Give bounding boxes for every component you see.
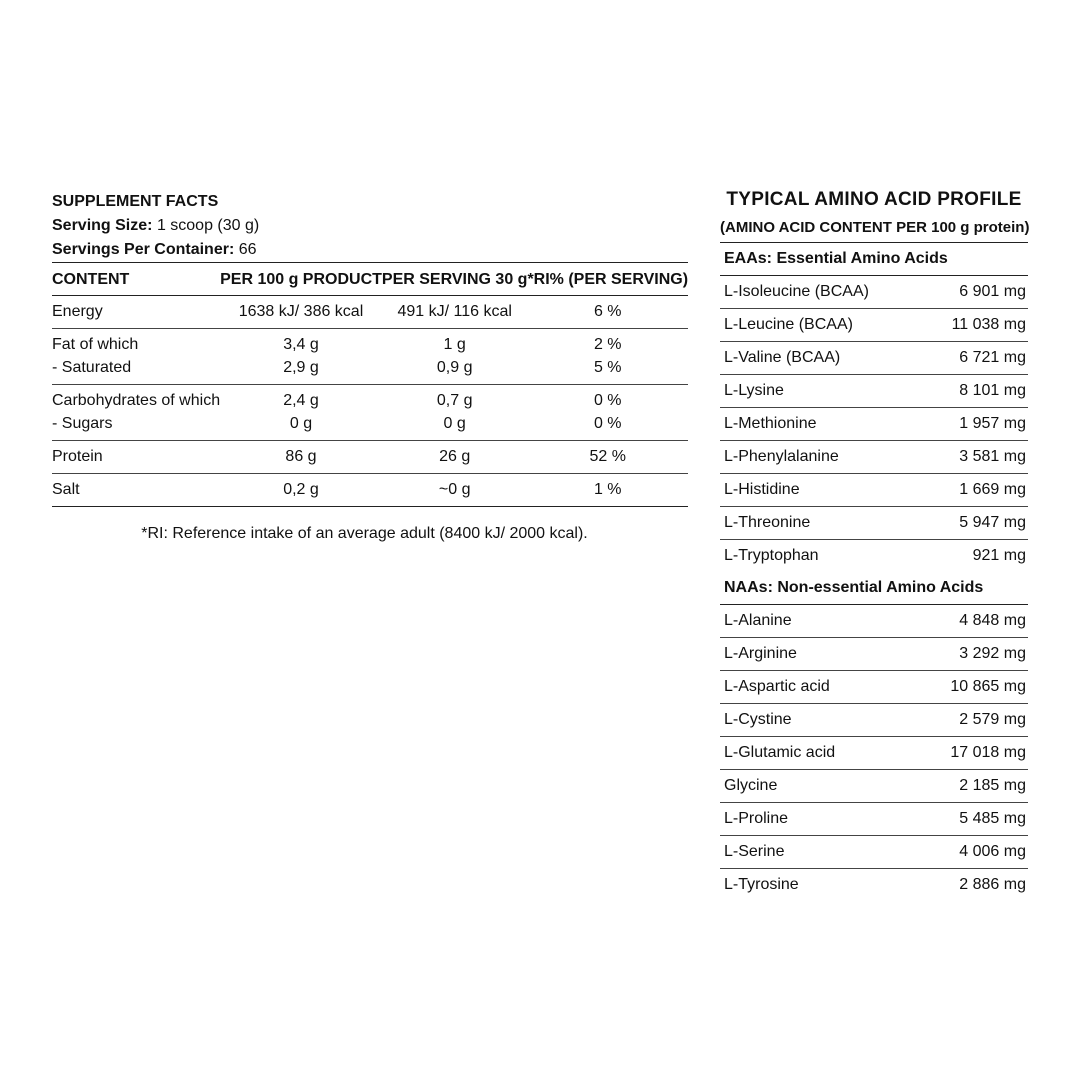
ri-percent-value: 2 % [593, 336, 622, 353]
amino-acid-list [720, 276, 1028, 572]
per-100g-value: 0 g [289, 415, 313, 432]
supplement-facts-title: SUPPLEMENT FACTS [52, 193, 219, 210]
nutrition-cell [527, 296, 688, 329]
nutrition-cell [382, 474, 528, 507]
amino-acid-amount: 10 865 mg [950, 678, 1026, 695]
amino-profile-title: TYPICAL AMINO ACID PROFILE [726, 189, 1022, 210]
column-header-per-100g: PER 100 g PRODUCT [220, 263, 382, 296]
amino-acid-name: L-Cystine [724, 711, 792, 728]
servings-per-container-label: Servings Per Container: [52, 241, 235, 258]
per-100g-value: 2,4 g [283, 392, 319, 409]
nutrition-row [52, 296, 688, 329]
nutrient-name: Energy [52, 303, 103, 320]
nutrition-row [52, 474, 688, 507]
amino-acid-name: L-Threonine [724, 514, 811, 531]
per-serving-value: 0,7 g [436, 392, 473, 409]
amino-acid-amount: 1 957 mg [959, 415, 1026, 432]
amino-acid-row [720, 737, 1028, 770]
amino-acid-amount: 6 721 mg [959, 349, 1026, 366]
amino-acid-row [720, 836, 1028, 869]
amino-acid-amount: 4 848 mg [959, 612, 1026, 629]
ri-percent-value: 52 % [589, 448, 626, 465]
amino-acid-name: L-Aspartic acid [724, 678, 830, 695]
amino-acid-name: L-Valine (BCAA) [724, 349, 841, 366]
amino-acid-name: L-Lysine [724, 382, 784, 399]
amino-acid-amount: 2 185 mg [959, 777, 1026, 794]
nutrition-cell [527, 329, 688, 385]
nutrient-name: Carbohydrates of which [52, 392, 221, 409]
nutrition-cell [382, 296, 528, 329]
column-header-content: CONTENT [52, 263, 220, 296]
amino-acid-name: L-Phenylalanine [724, 448, 839, 465]
nutrition-cell [52, 329, 220, 385]
nutrition-cell [527, 474, 688, 507]
nutrition-row [52, 441, 688, 474]
amino-acid-amount: 6 901 mg [959, 283, 1026, 300]
amino-acid-name: L-Tryptophan [724, 547, 819, 564]
nutrition-cell [52, 385, 220, 441]
serving-size-value: 1 scoop (30 g) [156, 217, 260, 234]
ri-percent-value: 5 % [593, 359, 622, 376]
amino-acid-amount: 5 947 mg [959, 514, 1026, 531]
serving-size [52, 214, 677, 238]
nutrient-name: Salt [52, 481, 80, 498]
nutrition-row [52, 329, 688, 385]
amino-acid-amount: 1 669 mg [959, 481, 1026, 498]
amino-section-heading: NAAs: Non-essential Amino Acids [720, 572, 1028, 605]
ri-footnote: *RI: Reference intake of an average adult (8400 kJ/ 2000 kcal). [141, 525, 588, 542]
amino-acid-amount: 4 006 mg [959, 843, 1026, 860]
amino-acid-row [720, 474, 1028, 507]
per-serving-value: 1 g [443, 336, 466, 353]
per-serving-value: 491 kJ/ 116 kcal [397, 303, 512, 320]
amino-acid-name: L-Serine [724, 843, 785, 860]
amino-acid-row [720, 276, 1028, 309]
amino-acid-name: L-Leucine (BCAA) [724, 316, 853, 333]
amino-acid-row [720, 704, 1028, 737]
per-100g-value: 0,2 g [283, 481, 319, 498]
amino-acid-amount: 11 038 mg [951, 316, 1026, 333]
per-100g-value: 1638 kJ/ 386 kcal [238, 303, 364, 320]
nutrition-cell [52, 296, 220, 329]
servings-per-container-value: 66 [238, 241, 257, 258]
nutrition-row [52, 385, 688, 441]
amino-acid-amount: 3 292 mg [959, 645, 1026, 662]
per-serving-value: 0,9 g [436, 359, 473, 376]
per-100g-value: 2,9 g [283, 359, 319, 376]
amino-acid-name: L-Proline [724, 810, 789, 827]
ri-percent-value: 0 % [593, 392, 622, 409]
amino-acid-row [720, 309, 1028, 342]
amino-section-heading: EAAs: Essential Amino Acids [720, 243, 1028, 276]
amino-acid-row [720, 507, 1028, 540]
ri-percent-value: 0 % [593, 415, 622, 432]
nutrition-cell [220, 296, 382, 329]
nutrition-cell [52, 474, 220, 507]
per-serving-value: ~0 g [438, 481, 471, 498]
nutrient-name: Protein [52, 448, 103, 465]
amino-acid-row [720, 441, 1028, 474]
amino-acid-row [720, 638, 1028, 671]
amino-acid-name: L-Glutamic acid [724, 744, 836, 761]
per-100g-value: 86 g [285, 448, 317, 465]
amino-acid-row [720, 540, 1028, 572]
nutrition-cell [527, 441, 688, 474]
column-header-ri-percent: *RI% (PER SERVING) [527, 263, 688, 296]
ri-percent-value: 1 % [593, 481, 622, 498]
amino-acid-row [720, 803, 1028, 836]
amino-acid-amount: 8 101 mg [959, 382, 1026, 399]
nutrition-cell [220, 329, 382, 385]
amino-acid-amount: 921 mg [972, 547, 1026, 564]
per-serving-value: 26 g [439, 448, 471, 465]
nutrition-cell [527, 385, 688, 441]
amino-acid-amount: 2 886 mg [959, 876, 1026, 893]
nutrient-name: - Sugars [52, 415, 113, 432]
nutrition-cell [382, 329, 528, 385]
nutrient-name: - Saturated [52, 359, 132, 376]
amino-acid-name: L-Methionine [724, 415, 817, 432]
supplement-facts [52, 190, 689, 507]
nutrition-cell [220, 441, 382, 474]
amino-acid-name: L-Tyrosine [724, 876, 799, 893]
nutrition-cell [382, 385, 528, 441]
amino-acid-list [720, 605, 1028, 901]
ri-percent-value: 6 % [593, 303, 622, 320]
nutrition-header-row [52, 263, 688, 296]
amino-acid-amount: 5 485 mg [959, 810, 1026, 827]
amino-acid-row [720, 671, 1028, 704]
per-100g-value: 3,4 g [283, 336, 319, 353]
amino-acid-profile [720, 186, 1028, 901]
serving-size-label: Serving Size: [52, 217, 153, 234]
nutrition-cell [52, 441, 220, 474]
amino-acid-row [720, 342, 1028, 375]
amino-acid-amount: 2 579 mg [959, 711, 1026, 728]
amino-acid-name: L-Arginine [724, 645, 797, 662]
nutrient-name: Fat of which [52, 336, 139, 353]
amino-sections [720, 243, 1028, 901]
amino-acid-name: L-Histidine [724, 481, 800, 498]
nutrition-cell [220, 474, 382, 507]
nutrition-cell [382, 441, 528, 474]
nutrition-cell [220, 385, 382, 441]
column-header-per-serving: PER SERVING 30 g [382, 263, 528, 296]
per-serving-value: 0 g [443, 415, 466, 432]
amino-acid-row [720, 408, 1028, 441]
amino-acid-name: L-Alanine [724, 612, 792, 629]
servings-per-container [52, 238, 677, 262]
amino-acid-amount: 17 018 mg [950, 744, 1026, 761]
amino-acid-row [720, 605, 1028, 638]
amino-acid-row [720, 375, 1028, 408]
amino-acid-row [720, 770, 1028, 803]
amino-profile-subtitle: (AMINO ACID CONTENT PER 100 g protein) [720, 214, 1028, 243]
amino-acid-name: Glycine [724, 777, 778, 794]
nutrition-table [52, 262, 688, 507]
amino-acid-row [720, 869, 1028, 901]
amino-acid-amount: 3 581 mg [959, 448, 1026, 465]
amino-acid-name: L-Isoleucine (BCAA) [724, 283, 869, 300]
